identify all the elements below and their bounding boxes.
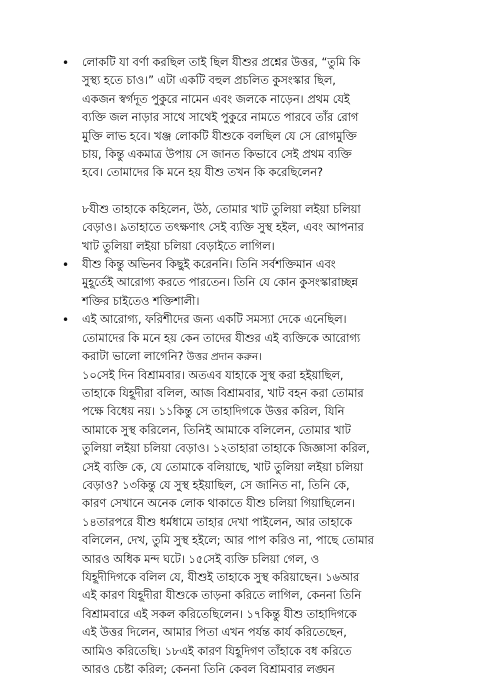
verse-line: যিহূদীদিগকে বলিল যে, যীশুই তাহাকে সুস্থ করিয়াছেন। ১৬আর [82, 570, 360, 584]
text-line: হবে। তোমাদের কি মনে হয় যীশু তখন কি করেছিলেন? [82, 166, 324, 180]
verse-line: বলিলেন, দেখ, তুমি সুস্থ হইলে; আর পাপ করিও না, পাছে তোমার [82, 534, 374, 548]
verse-line: ১০সেই দিন বিশ্রামবার। অতএব যাহাকে সুস্থ করা হইয়াছিল, [82, 368, 344, 382]
verse-line: পক্ষে বিধেয় নয়। ১১কিন্তু সে তাহাদিগকে উত্তর করিল, যিনি [82, 405, 345, 419]
text-line-with-prompt [82, 348, 435, 366]
verse-line: এই উত্তর দিলেন, আমার পিতা এখন পর্যন্ত কার্য করিতেছেন, [82, 626, 347, 640]
verse-line: কারণ সেখানে অনেক লোক থাকাতে যীশু চলিয়া গিয়াছিলেন। [82, 497, 355, 511]
bullet-marker [62, 54, 74, 73]
verse-line: বেড়াও? ১৩কিন্তু যে সুস্থ হইয়াছিল, সে জানিত না, তিনি কে, [82, 478, 350, 492]
verse-line: আমাকে সুস্থ করিলেন, তিনিই আমাকে বলিলেন, তোমার খাট [82, 423, 351, 437]
verse-line: তাহাকে যিহূদীরা বলিল, আজ বিশ্রামবার, খাট বহন করা তোমার [82, 386, 364, 400]
text-line: মুক্তি লাভ হবে। খঞ্জ লোকটি যীশুকে বলছিল যে সে রোগমুক্তি [82, 129, 357, 143]
verse-line: বিশ্রামবারে এই সকল করিতেছিলেন। ১৭কিন্তু যীশু তাহাদিগকে [82, 607, 357, 621]
text-line: তোমাদের কি মনে হয় কেন তাদের যীশুর এই ব্যক্তিকে আরোগ্য [82, 331, 361, 345]
verse-block-8-9 [62, 201, 435, 256]
bullet-marker [62, 311, 74, 330]
text-line: এই আরোগ্য, ফরিশীদের জন্য একটি সমস্যা দেকে এনেছিল। [82, 313, 347, 327]
text-line: বেড়াও। ৯তাহাতে তৎক্ষণাৎ সেই ব্যক্তি সুস্থ হইল, এবং আপনার [82, 221, 364, 235]
bullet-marker [62, 256, 74, 275]
text-line: মুহূর্তেই আরোগ্য করতে পারতেন। তিনি যে কোন কুসংস্কারাচ্ছন্ন [82, 276, 358, 290]
text-line: শক্তির চাইতেও শক্তিশালী। [82, 294, 200, 308]
bullet-item-1 [62, 54, 435, 183]
text-segment: করাটা ভালো লাগেনি? [82, 350, 184, 364]
text-line: লোকটি যা বর্ণা করছিল তাই ছিল যীশুর প্রশ্নের উত্তর, “তুমি কি [82, 56, 361, 69]
verse-line: এই কারণ যিহূদীরা যীশুকে তাড়না করিতে লাগিল, কেননা তিনি [82, 589, 362, 603]
verse-line: আমিও করিতেছি। ১৮এই কারণ যিহূদিগণ তাঁহাকে বধ করিতে [82, 644, 352, 658]
text-line: যীশু কিন্তু অভিনব কিছুই করেননি। তিনি সর্বশক্তিমান এবং [82, 258, 336, 272]
text-line: চায়, কিন্তু একমাত্র উপায় সে জানত কিভাবে সেই প্রথম ব্যক্তি [82, 148, 352, 162]
verse-line: তুলিয়া লইয়া চলিয়া বেড়াও। ১২তাহারা তাহাকে জিজ্ঞাসা করিল, [82, 442, 370, 456]
answer-prompt: উত্তর প্রদান করুন। [183, 351, 262, 364]
text-line: ৮যীশু তাহাকে কহিলেন, উঠ, তোমার খাট তুলিয়া লইয়া চলিয়া [82, 202, 361, 216]
bullet-item-3 [62, 311, 435, 679]
verse-line: আরও চেষ্টা করিল; কেননা তিনি কেবল বিশ্রামবার লঙ্ঘন [82, 663, 335, 676]
bullet-item-2 [62, 256, 435, 311]
text-line: ব্যক্তি জল নাড়ার সাথে সাথেই পুকুরে নামতে পারবে তাঁর রোগ [82, 111, 359, 125]
text-line: একজন স্বর্গদূত পুকুরে নামেন এবং জলকে নাড়েন। প্রথম যেই [82, 92, 350, 106]
text-line: সুস্থ্য হতে চাও।” এটা একটি বহুল প্রচলিত কুসংস্কার ছিল, [82, 74, 336, 88]
text-line: খাট তুলিয়া লইয়া চলিয়া বেড়াইতে লাগিল। [82, 239, 275, 253]
verse-line: আরও অধিক মন্দ ঘটে। ১৫সেই ব্যক্তি চলিয়া গেল, ও [82, 552, 320, 566]
paragraph-gap [62, 183, 435, 201]
verse-line: সেই ব্যক্তি কে, যে তোমাকে বলিয়াছে, খাট তুলিয়া লইয়া চলিয়া [82, 460, 364, 474]
verse-line: ১৪তারপরে যীশু ধর্মধামে তাহার দেখা পাইলেন, আর তাহাকে [82, 515, 352, 529]
